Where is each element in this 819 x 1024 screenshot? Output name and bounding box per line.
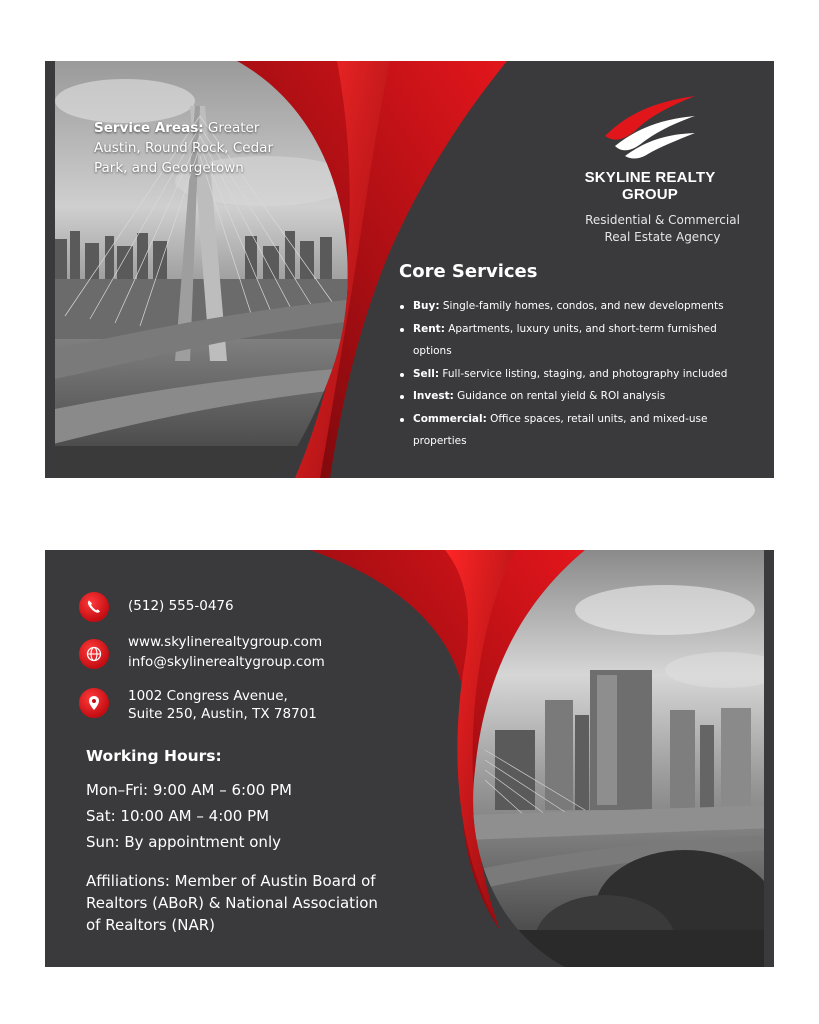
service-areas-label: Service Areas: xyxy=(94,120,204,136)
service-text: Guidance on rental yield & ROI analysis xyxy=(453,390,666,402)
service-label: Buy: xyxy=(413,300,440,312)
service-label: Sell: xyxy=(413,367,440,380)
brand-tagline xyxy=(555,212,770,246)
globe-icon xyxy=(86,646,102,662)
phone-icon-badge xyxy=(79,592,109,622)
globe-icon-badge xyxy=(79,639,109,669)
tagline-line1: Residential & Commercial xyxy=(585,213,740,227)
website-link[interactable]: www.skylinerealtygroup.com xyxy=(128,634,323,650)
service-item-sell xyxy=(399,363,744,386)
service-item-buy xyxy=(399,295,744,318)
wave-logo-icon xyxy=(600,91,700,161)
affiliations-text: Affiliations: Member of Austin Board of Realtors (ABoR) & National Association of Realtors (NAR) xyxy=(86,872,378,934)
hours-sunday: Sun: By appointment only xyxy=(86,833,281,851)
hours-saturday: Sat: 10:00 AM – 4:00 PM xyxy=(86,807,270,825)
brand-name-line2: GROUP xyxy=(621,186,678,203)
working-hours-title: Working Hours: xyxy=(86,747,222,765)
service-areas-value: Greater Austin, Round Rock, Cedar Park, and Georgetown xyxy=(94,120,273,176)
service-item-rent xyxy=(399,318,744,363)
service-item-invest xyxy=(399,385,744,408)
business-card-front xyxy=(45,61,774,478)
email-link[interactable]: info@skylinerealtygroup.com xyxy=(128,654,325,670)
service-item-commercial xyxy=(399,408,744,453)
phone-icon xyxy=(86,599,102,615)
tagline-line2: Real Estate Agency xyxy=(604,230,721,244)
contact-web-email xyxy=(128,632,325,672)
phone-number[interactable]: (512) 555-0476 xyxy=(128,598,234,614)
brand-name xyxy=(555,169,745,203)
service-label: Rent: xyxy=(413,322,445,335)
service-text: Office spaces, retail units, and mixed-use properties xyxy=(413,412,708,447)
service-text: Apartments, luxury units, and short-term furnished options xyxy=(413,322,717,357)
core-services-title: Core Services xyxy=(399,261,538,282)
location-pin-icon xyxy=(86,695,102,711)
service-areas-text xyxy=(94,118,294,178)
address xyxy=(128,687,317,723)
service-label: Invest: xyxy=(413,390,454,402)
core-services-list xyxy=(399,295,744,453)
service-text: Full-service listing, staging, and photography included xyxy=(439,367,728,380)
address-line1: 1002 Congress Avenue, xyxy=(128,688,288,704)
hours-weekdays: Mon–Fri: 9:00 AM – 6:00 PM xyxy=(86,781,292,799)
address-line2: Suite 250, Austin, TX 78701 xyxy=(128,706,317,722)
business-card-back xyxy=(45,550,774,967)
working-hours-list xyxy=(86,777,292,855)
location-icon-badge xyxy=(79,688,109,718)
service-label: Commercial: xyxy=(413,412,487,425)
service-text: Single-family homes, condos, and new developments xyxy=(439,300,724,312)
brand-name-line1: SKYLINE REALTY xyxy=(584,169,716,186)
